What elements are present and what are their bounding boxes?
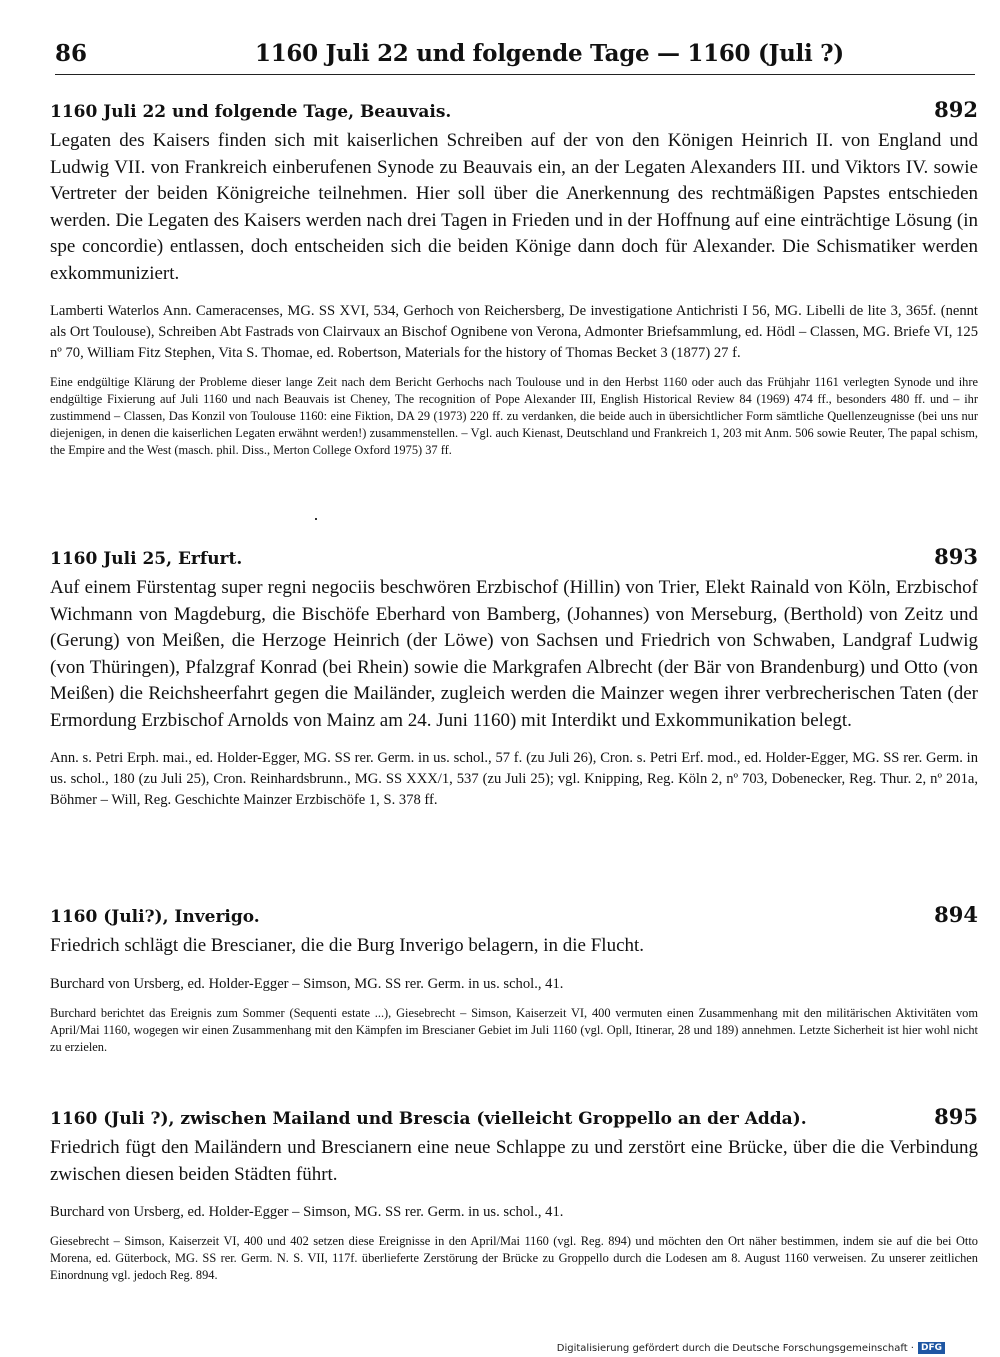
entry-head xyxy=(50,545,978,575)
regest-entry-892 xyxy=(50,98,978,459)
entry-heading: 1160 Juli 25, Erfurt. xyxy=(50,549,243,569)
entry-number: 892 xyxy=(934,97,978,122)
page-number: 86 xyxy=(55,40,88,67)
running-head xyxy=(55,38,975,75)
entry-number: 894 xyxy=(934,902,978,927)
entry-sources: Burchard von Ursberg, ed. Holder-Egger – Simson, MG. SS rer. Germ. in us. schol., 41. xyxy=(50,975,564,992)
regest-entry-895 xyxy=(50,1105,978,1284)
entry-sources: Lamberti Waterlos Ann. Cameracenses, MG. SS XVI, 534, Gerhoch von Reichersberg, De investigatione Antichristi I 56, MG. Libelli de lite 3, 365f. (nennt als Ort Toulouse), Schreiben Abt Fastrads von Clairvaux an Bischof Ognibene von Verona, Admonter Briefsammlung, ed. Hödl – Classen, MG. Briefe VI, 125 nº 70, William Fitz Stephen, Vita S. Thomae, ed. Robertson, Materials for the history of Thomas Becket 3 (1877) 27 f. xyxy=(50,303,978,361)
dfg-logo: DFG xyxy=(918,1342,945,1354)
footer-note xyxy=(557,1342,945,1354)
regest-entry-894 xyxy=(50,903,978,1056)
entry-heading: 1160 (Juli?), Inverigo. xyxy=(50,907,260,927)
entry-text: Friedrich fügt den Mailändern und Brescianern eine neue Schlappe zu und zerstört eine Brücke, über die die Verbindung zwischen diesen beiden Städten führt. xyxy=(50,1137,978,1185)
entry-commentary: Giesebrecht – Simson, Kaiserzeit VI, 400 und 402 setzen diese Ereignisse in den April/Mai 1160 (vgl. Reg. 894) und möchten den Ort näher bestimmen, indem sie auf die bei Otto Morena, ed. Güterbock, MG. SS rer. Germ. N. S. VII, 117f. überlieferte Zerstörung der Brücke zu Groppello durch die Lodesen am 8. August 1160 verweisen. Zu unserer zeitlichen Einordnung vgl. jedoch Reg. 894. xyxy=(50,1234,978,1282)
running-title: 1160 Juli 22 und folgende Tage — 1160 (Juli ?) xyxy=(255,40,844,67)
entry-sources: Ann. s. Petri Erph. mai., ed. Holder-Egger, MG. SS rer. Germ. in us. schol., 57 f. (zu Juli 26), Cron. s. Petri Erf. mod., ed. Holder-Egger, MG. SS rer. Germ. in us. schol., 180 (zu Juli 25), Cron. Reinhardsbrunn., MG. SS XXX/1, 537 (zu Juli 25); vgl. Knipping, Reg. Köln 2, nº 703, Dobenecker, Reg. Thur. 2, nº 201a, Böhmer – Will, Reg. Geschichte Mainzer Erzbischöfe 1, S. 378 ff. xyxy=(50,750,978,808)
entry-text: Auf einem Fürstentag super regni negociis beschwören Erzbischof (Hillin) von Trier, Elekt Rainald von Köln, Erzbischof Wichmann von Magdeburg, die Bischöfe Eberhard von Bamberg, (Johannes) von Merseburg, (Berthold) von Zeitz und (Gerung) von Meißen, die Herzoge Heinrich (der Löwe) von Sachsen und Friedrich von Schwaben, Landgraf Ludwig (von Thüringen), Pfalzgraf Konrad (bei Rhein) sowie die Markgrafen Albrecht (der Bär von Brandenburg) und Otto (von Meißen) die Reichsheerfahrt gegen die Mailänder, zugleich werden die Mainzer wegen ihrer verbrecherischen Taten (der Ermordung Erzbischof Arnolds von Mainz am 24. Juni 1160) mit Interdikt und Exkommunikation belegt. xyxy=(50,577,978,731)
entry-commentary: Eine endgültige Klärung der Probleme dieser lange Zeit nach dem Bericht Gerhochs nach Toulouse und in den Herbst 1160 oder auch das Frühjahr 1161 verlegten Synode und ihre endgültige Fixierung auf Juli 1160 und nach Beauvais ist Cheney, The recognition of Pope Alexander III, English Historical Review 84 (1969) 474 ff., besonders 480 ff. und – ihr zustimmend – Classen, Das Konzil von Toulouse 1160: eine Fiktion, DA 29 (1973) 220 ff. zu verdanken, die beide auch in übersichtlicher Form sämtliche Quellenzeugnisse (bei uns nur diejenigen, in denen die kaiserlichen Legaten erwähnt werden!) zusammenstellen. – Vgl. auch Kienast, Deutschland und Frankreich 1, 203 mit Anm. 506 sowie Reuter, The papal schism, the Empire and the West (masch. phil. Diss., Merton College Oxford 1975) 37 ff. xyxy=(50,375,978,457)
footer-text: Digitalisierung gefördert durch die Deutsche Forschungsgemeinschaft · xyxy=(556,1342,914,1354)
entry-text: Friedrich schlägt die Brescianer, die die Burg Inverigo belagern, in die Flucht. xyxy=(50,935,645,956)
entry-text: Legaten des Kaisers finden sich mit kaiserlichen Schreiben auf der von den Königen Heinrich II. von England und Ludwig VII. von Frankreich einberufenen Synode zu Beauvais ein, an der Legaten Alexanders III. und Viktors IV. sowie Vertreter der beiden Königreiche teilnehmen. Hier soll über die Anerkennung des rechtmäßigen Papstes entschieden werden. Die Legaten des Kaisers werden nach drei Tagen in Frieden und in der Hoffnung auf eine einträchtige Lösung (in spe concordie) entlassen, doch entscheiden sich die beiden Könige dann doch für Alexander. Die Schismatiker werden exkommuniziert. xyxy=(50,130,978,284)
entry-head xyxy=(50,1105,978,1135)
entry-head xyxy=(50,98,978,128)
entry-head xyxy=(50,903,978,933)
regest-entry-893 xyxy=(50,545,978,811)
entry-number: 893 xyxy=(934,544,978,569)
entry-commentary: Burchard berichtet das Ereignis zum Sommer (Sequenti estate ...), Giesebrecht – Simson, Kaiserzeit VI, 400 vermuten einen Zusammenhang mit den militärischen Aktivitäten vom April/Mai 1160, wogegen wir einen Zusammenhang mit den Kämpfen im Brescianer Gebiet im Juli 1160 (vgl. Opll, Itinerar, 28 und 189) annehmen. Letzte Sicherheit ist hier wohl nicht zu erzielen. xyxy=(50,1005,978,1054)
entry-sources: Burchard von Ursberg, ed. Holder-Egger – Simson, MG. SS rer. Germ. in us. schol., 41. xyxy=(50,1204,564,1220)
entry-number: 895 xyxy=(934,1104,978,1129)
stray-dot xyxy=(315,518,317,520)
entry-heading: 1160 (Juli ?), zwischen Mailand und Brescia (vielleicht Groppello an der Adda). xyxy=(50,1109,807,1129)
entry-heading: 1160 Juli 22 und folgende Tage, Beauvais. xyxy=(50,102,452,122)
